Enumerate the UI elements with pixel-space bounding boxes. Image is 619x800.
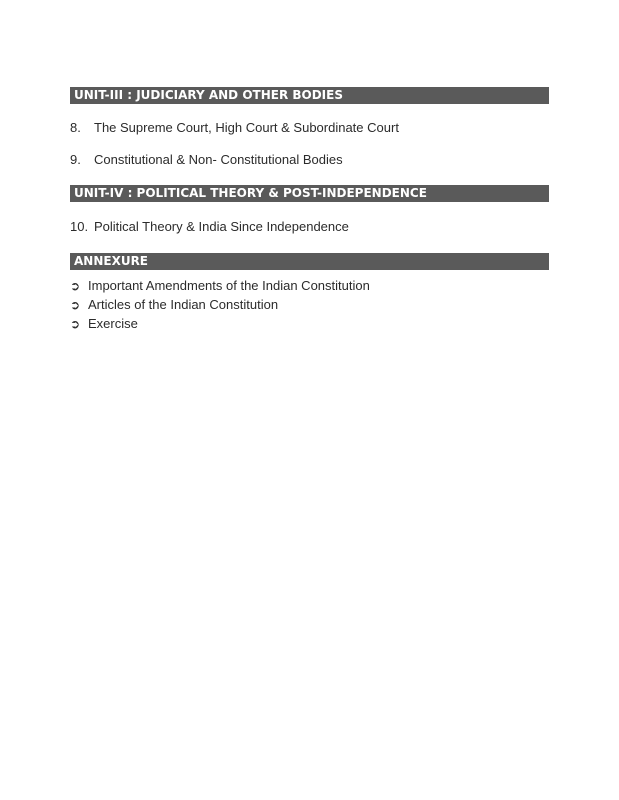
- annexure-header: ANNEXURE: [70, 253, 549, 270]
- annexure-item-label: Exercise: [88, 316, 138, 331]
- arrow-bullet-icon: ➲: [70, 298, 81, 312]
- entry-title: Political Theory & India Since Independence: [94, 219, 349, 234]
- entry-number: 8.: [70, 120, 81, 135]
- annexure-item-articles[interactable]: [70, 297, 370, 316]
- annexure-list: [70, 278, 370, 335]
- entry-number: 9.: [70, 152, 81, 167]
- arrow-bullet-icon: ➲: [70, 279, 81, 293]
- annexure-item-exercise[interactable]: [70, 316, 370, 335]
- toc-entry-9[interactable]: [70, 152, 343, 168]
- toc-entry-10[interactable]: [70, 219, 349, 235]
- entry-title: The Supreme Court, High Court & Subordinate Court: [94, 120, 399, 135]
- entry-number: 10.: [70, 219, 89, 234]
- entry-title: Constitutional & Non- Constitutional Bodies: [94, 152, 343, 167]
- unit-iv-header: UNIT-IV : POLITICAL THEORY & POST-INDEPENDENCE: [70, 185, 549, 202]
- annexure-item-amendments[interactable]: [70, 278, 370, 297]
- unit-iii-header: UNIT-III : JUDICIARY AND OTHER BODIES: [70, 87, 549, 104]
- arrow-bullet-icon: ➲: [70, 317, 81, 331]
- annexure-item-label: Important Amendments of the Indian Constitution: [88, 278, 370, 293]
- toc-entry-8[interactable]: [70, 120, 399, 136]
- annexure-item-label: Articles of the Indian Constitution: [88, 297, 279, 312]
